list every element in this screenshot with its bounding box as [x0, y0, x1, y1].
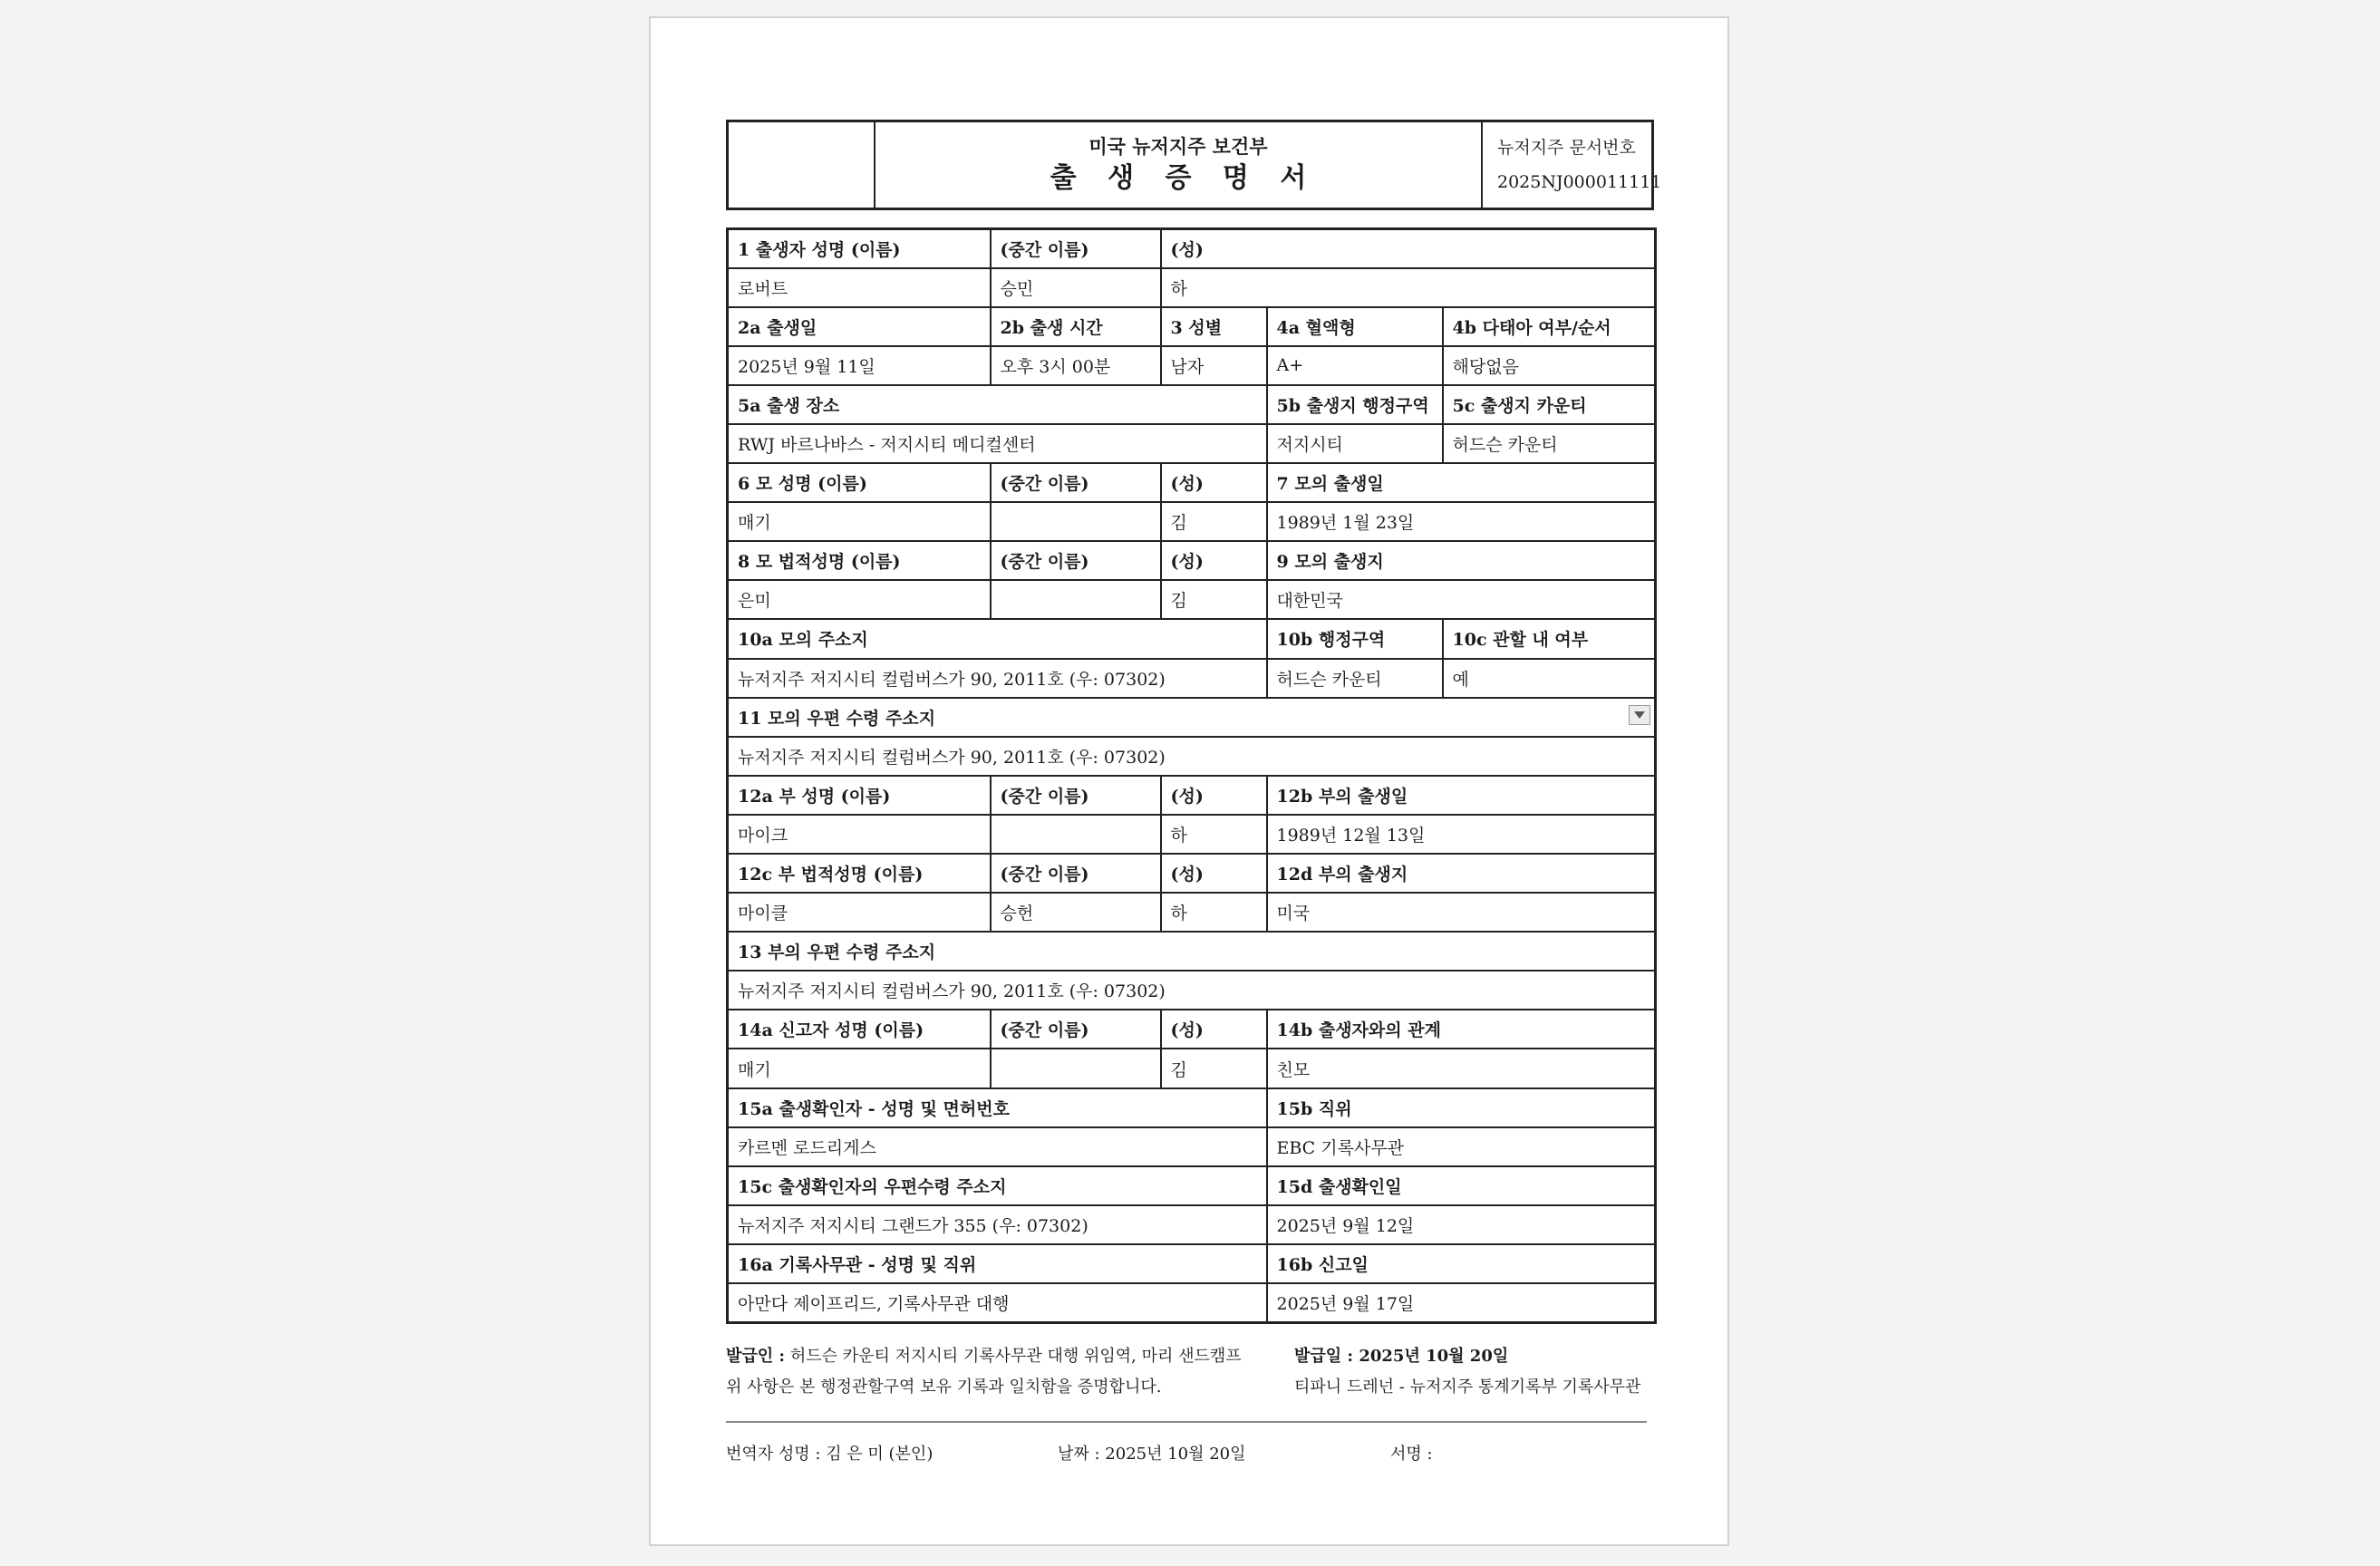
- field-value-text: 매기: [738, 513, 771, 534]
- field-value-text: 뉴저지주 저지시티 컬럼버스가 90, 2011호 (우: 07302): [738, 981, 1166, 1002]
- certificate-form-table: [726, 227, 1657, 1324]
- field-label: [1161, 1010, 1267, 1049]
- field-value: [728, 580, 991, 619]
- header-title-cell: [876, 122, 1483, 208]
- form-row: [728, 229, 1656, 268]
- field-label: [991, 1010, 1161, 1049]
- field-value-text: 1989년 1월 23일: [1276, 513, 1415, 534]
- field-label-text: (중간 이름): [1000, 239, 1089, 260]
- field-label: [1161, 776, 1267, 815]
- issuer-label: 발급인 :: [726, 1347, 786, 1366]
- field-value: [728, 346, 991, 385]
- document-header: [726, 120, 1662, 210]
- field-label-text: 9 모의 출생지: [1276, 552, 1384, 573]
- field-label-text: (성): [1170, 239, 1204, 260]
- field-label: [1267, 854, 1656, 893]
- certification-statement: 위 사항은 본 행정관할구역 보유 기록과 일치함을 증명합니다.: [726, 1378, 1162, 1397]
- field-label: [728, 229, 991, 268]
- field-value: [1443, 424, 1656, 463]
- form-row: [728, 268, 1656, 307]
- field-value-text: 아만다 제이프리드, 기록사무관 대행: [738, 1294, 1010, 1315]
- field-value-text: EBC 기록사무관: [1276, 1137, 1405, 1158]
- field-label-text: 14a 신고자 성명 (이름): [738, 1020, 924, 1041]
- form-row: [728, 815, 1656, 854]
- field-value-text: 허드슨 카운티: [1276, 669, 1382, 690]
- form-row: [728, 1127, 1656, 1166]
- field-value: [1267, 1049, 1656, 1088]
- field-value-text: 예: [1452, 669, 1469, 690]
- field-label-text: 15b 직위: [1276, 1098, 1352, 1119]
- form-row: [728, 1205, 1656, 1244]
- field-label: [991, 307, 1161, 346]
- field-value-text: 대한민국: [1276, 591, 1343, 612]
- field-label: [1161, 229, 1656, 268]
- footer-separator: [726, 1421, 1647, 1423]
- field-value-text: 승민: [1000, 278, 1034, 299]
- field-value: [1161, 815, 1267, 854]
- field-value: [728, 502, 991, 541]
- field-value: [1443, 659, 1656, 698]
- field-value: [1267, 424, 1443, 463]
- field-value: [728, 737, 1656, 776]
- field-label: [991, 776, 1161, 815]
- field-label-text: 1 출생자 성명 (이름): [738, 239, 901, 260]
- field-label-text: 12c 부 법적성명 (이름): [738, 865, 924, 885]
- field-label-text: 14b 출생자와의 관계: [1276, 1020, 1441, 1041]
- field-label-text: 7 모의 출생일: [1276, 474, 1384, 495]
- field-label: [728, 854, 991, 893]
- field-label-text: (성): [1170, 552, 1204, 573]
- field-value-text: A+: [1276, 355, 1304, 376]
- field-label-text: (중간 이름): [1000, 865, 1089, 885]
- form-row: [728, 541, 1656, 580]
- field-label-text: 15c 출생확인자의 우편수령 주소지: [738, 1176, 1007, 1197]
- translation-date: 날짜 : 2025년 10월 20일: [1058, 1445, 1246, 1464]
- form-row: [728, 463, 1656, 502]
- field-label: [728, 619, 1267, 658]
- field-value: [728, 659, 1267, 698]
- field-value: [728, 1283, 1267, 1322]
- form-row: [728, 502, 1656, 541]
- field-value-text: 오후 3시 00분: [1000, 356, 1111, 377]
- field-value: [728, 424, 1267, 463]
- field-value-text: 2025년 9월 12일: [1276, 1215, 1415, 1236]
- field-label-text: 6 모 성명 (이름): [738, 474, 867, 495]
- field-label: [991, 541, 1161, 580]
- form-row: [728, 1244, 1656, 1283]
- field-label-text: 11 모의 우편 수령 주소지: [738, 708, 936, 729]
- form-row: [728, 737, 1656, 776]
- field-value-text: 친모: [1276, 1059, 1311, 1080]
- field-label: [728, 541, 991, 580]
- field-value: [1267, 346, 1443, 385]
- field-value: [1267, 1205, 1656, 1244]
- field-value-text: 김: [1170, 1059, 1187, 1080]
- field-label-text: 5c 출생지 카운티: [1452, 395, 1587, 416]
- field-label: [1443, 619, 1656, 658]
- form-row: [728, 971, 1656, 1010]
- field-label: [1161, 463, 1267, 502]
- field-value-text: 김: [1170, 591, 1187, 612]
- field-value: [728, 268, 991, 307]
- field-label-text: 10b 행정구역: [1276, 630, 1386, 651]
- field-label-text: (중간 이름): [1000, 1020, 1089, 1041]
- field-label: [1267, 619, 1443, 658]
- field-label: [991, 854, 1161, 893]
- field-value: [1267, 502, 1656, 541]
- field-label: [1267, 385, 1443, 424]
- field-value-text: 하: [1170, 825, 1187, 846]
- field-value: [991, 346, 1161, 385]
- field-value-text: 하: [1170, 278, 1187, 299]
- field-value-text: 뉴저지주 저지시티 컬럼버스가 90, 2011호 (우: 07302): [738, 747, 1166, 768]
- document-title: 출 생 증 명 서: [1050, 162, 1318, 194]
- field-label-text: 16a 기록사무관 - 성명 및 직위: [738, 1254, 977, 1275]
- field-label-text: 8 모 법적성명 (이름): [738, 552, 901, 573]
- field-value: [991, 1049, 1161, 1088]
- form-row: [728, 776, 1656, 815]
- field-value-text: 남자: [1170, 356, 1205, 377]
- field-value-text: 카르멘 로드리게스: [738, 1137, 876, 1158]
- field-label: [1267, 307, 1443, 346]
- field-value: [1161, 580, 1267, 619]
- field-value: [1267, 659, 1443, 698]
- field-label: [728, 1166, 1267, 1205]
- field-label: [728, 776, 991, 815]
- field-label: [1161, 541, 1267, 580]
- field-label: [1267, 1166, 1656, 1205]
- field-label-text: (성): [1170, 1020, 1204, 1041]
- field-value-text: 김: [1170, 513, 1187, 534]
- field-label-text: 4b 다태아 여부/순서: [1452, 317, 1611, 338]
- field-label-text: 15d 출생확인일: [1276, 1176, 1402, 1197]
- field-label: [1267, 1088, 1656, 1127]
- field-value: [1161, 502, 1267, 541]
- signature-label: 서명 :: [1390, 1445, 1433, 1464]
- field-value-text: 2025년 9월 17일: [1276, 1294, 1415, 1315]
- field-value-text: 하: [1170, 904, 1187, 924]
- form-row: [728, 424, 1656, 463]
- field-value: [991, 580, 1161, 619]
- field-value-text: 저지시티: [1276, 435, 1343, 456]
- field-value: [728, 971, 1656, 1010]
- field-label: [1161, 307, 1267, 346]
- field-value: [991, 502, 1161, 541]
- field-value-text: 해당없음: [1452, 356, 1519, 377]
- field-label-text: 12a 부 성명 (이름): [738, 786, 891, 807]
- field-value: [1161, 1049, 1267, 1088]
- field-value-text: 매기: [738, 1059, 771, 1080]
- field-value: [728, 815, 991, 854]
- field-value: [1267, 815, 1656, 854]
- form-row: [728, 659, 1656, 698]
- field-value: [991, 893, 1161, 932]
- field-label: [1267, 1010, 1656, 1049]
- field-value: [1443, 346, 1656, 385]
- field-label: [728, 932, 1656, 971]
- field-label-text: (중간 이름): [1000, 474, 1089, 495]
- field-value-text: 은미: [738, 591, 771, 612]
- field-label: [728, 698, 1656, 737]
- field-label-text: (성): [1170, 865, 1204, 885]
- field-value-text: 승헌: [1000, 904, 1034, 924]
- field-label-text: 4a 혈액형: [1276, 317, 1356, 338]
- field-value: [1161, 268, 1656, 307]
- field-label-text: 5b 출생지 행정구역: [1276, 395, 1429, 416]
- field-label-text: 16b 신고일: [1276, 1254, 1369, 1275]
- field-label-text: 10c 관할 내 여부: [1452, 630, 1589, 651]
- field-label-text: (성): [1170, 786, 1204, 807]
- field-value: [1161, 893, 1267, 932]
- field-label: [1267, 1244, 1656, 1283]
- form-row: [728, 1088, 1656, 1127]
- field-value-text: 마이크: [738, 825, 788, 846]
- issuer-line: [726, 1346, 1242, 1368]
- header-doc-number-cell: [1483, 122, 1662, 208]
- field-label: [728, 463, 991, 502]
- field-value: [1267, 1127, 1656, 1166]
- field-value-text: 허드슨 카운티: [1452, 435, 1558, 456]
- field-label: [728, 385, 1267, 424]
- form-row: [728, 307, 1656, 346]
- field-label-text: 12b 부의 출생일: [1276, 786, 1408, 807]
- issue-date: 발급일 : 2025년 10월 20일: [1294, 1347, 1509, 1366]
- form-row: [728, 932, 1656, 971]
- field-label: [1443, 385, 1656, 424]
- field-label: [728, 1088, 1267, 1127]
- form-row: [728, 1049, 1656, 1088]
- doc-number-label: 뉴저지주 문서번호: [1497, 138, 1636, 158]
- field-label: [728, 1244, 1267, 1283]
- field-label: [728, 1010, 991, 1049]
- form-row: [728, 1166, 1656, 1205]
- document-page: [649, 16, 1729, 1546]
- field-value: [991, 268, 1161, 307]
- field-label-text: 3 성별: [1170, 317, 1223, 338]
- form-row: [728, 619, 1656, 658]
- field-value: [1267, 1283, 1656, 1322]
- translator-line: [726, 1444, 933, 1465]
- field-label-text: 2b 출생 시간: [1000, 317, 1103, 338]
- field-label-text: (성): [1170, 474, 1204, 495]
- field-value-text: RWJ 바르나바스 - 저지시티 메디컬센터: [738, 435, 1036, 456]
- field-value: [728, 893, 991, 932]
- field-label: [1267, 776, 1656, 815]
- form-row: [728, 893, 1656, 932]
- field-value: [1161, 346, 1267, 385]
- form-row: [728, 580, 1656, 619]
- form-row: [728, 1283, 1656, 1322]
- field-label: [1161, 854, 1267, 893]
- field-value: [1267, 580, 1656, 619]
- field-value: [1267, 893, 1656, 932]
- field-value: [991, 815, 1161, 854]
- form-row: [728, 346, 1656, 385]
- field-label-text: 13 부의 우편 수령 주소지: [738, 942, 936, 963]
- field-label: [1267, 463, 1656, 502]
- field-label: [991, 229, 1161, 268]
- form-row: [728, 698, 1656, 737]
- field-value-text: 뉴저지주 저지시티 컬럼버스가 90, 2011호 (우: 07302): [738, 669, 1166, 690]
- registrar-name: 티파니 드레넌 - 뉴저지주 통계기록부 기록사무관: [1294, 1378, 1641, 1397]
- field-value: [728, 1205, 1267, 1244]
- field-label-text: (중간 이름): [1000, 552, 1089, 573]
- doc-number: 2025NJ000011111: [1497, 172, 1662, 192]
- header-logo-cell: [729, 122, 876, 208]
- field-label: [991, 463, 1161, 502]
- field-label-text: 5a 출생 장소: [738, 395, 840, 416]
- department-name: 미국 뉴저지주 보건부: [1088, 135, 1268, 158]
- field-label: [1443, 307, 1656, 346]
- field-value-text: 로버트: [738, 278, 788, 299]
- field-value-text: 마이클: [738, 904, 788, 924]
- field-label-text: (중간 이름): [1000, 786, 1089, 807]
- form-row: [728, 385, 1656, 424]
- field-value-text: 미국: [1276, 904, 1311, 924]
- issuer-name: 허드슨 카운티 저지시티 기록사무관 대행 위임역, 마리 샌드캠프: [789, 1347, 1242, 1366]
- field-value-text: 1989년 12월 13일: [1276, 825, 1426, 846]
- form-row: [728, 854, 1656, 893]
- field-label-text: 15a 출생확인자 - 성명 및 면허번호: [738, 1098, 1010, 1119]
- field-label-text: 10a 모의 주소지: [738, 630, 868, 651]
- field-label: [1267, 541, 1656, 580]
- field-value: [728, 1127, 1267, 1166]
- field-value: [728, 1049, 991, 1088]
- field-label-text: 12d 부의 출생지: [1276, 865, 1408, 885]
- field-value-text: 뉴저지주 저지시티 그랜드가 355 (우: 07302): [738, 1215, 1088, 1236]
- translator-name: 김 은 미 (본인): [826, 1445, 934, 1464]
- field-label: [728, 307, 991, 346]
- field-value-text: 2025년 9월 11일: [738, 356, 876, 377]
- field-label-text: 2a 출생일: [738, 317, 818, 338]
- translator-label: 번역자 성명 :: [726, 1445, 821, 1464]
- form-row: [728, 1010, 1656, 1049]
- dropdown-arrow-icon[interactable]: [1629, 705, 1650, 725]
